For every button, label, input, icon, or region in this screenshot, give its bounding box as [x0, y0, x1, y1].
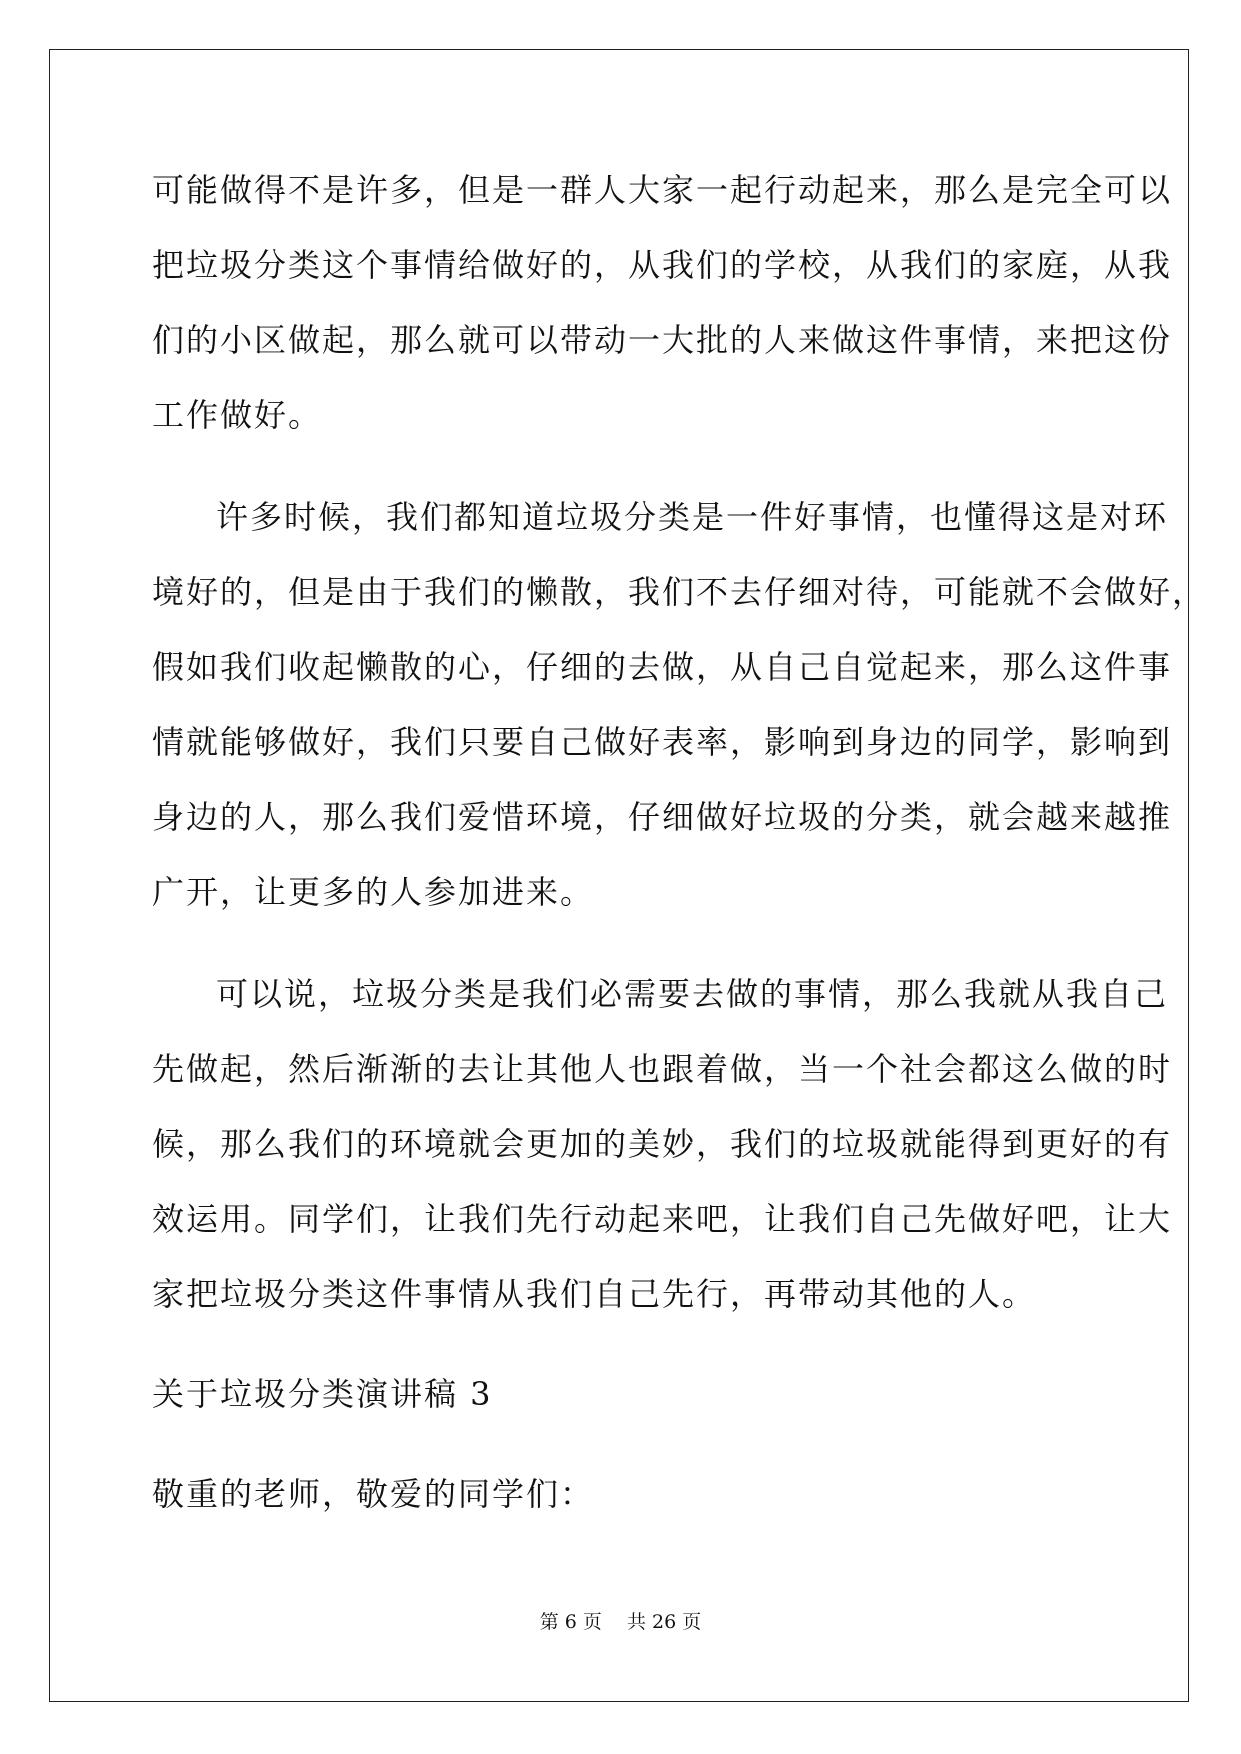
- text-line: 假如我们收起懒散的心，仔细的去做，从自己自觉起来，那么这件事: [152, 648, 1173, 686]
- text-line: 把垃圾分类这个事情给做好的，从我们的学校，从我们的家庭，从我: [152, 246, 1173, 284]
- paragraph-start-line: 可以说，垃圾分类是我们必需要去做的事情，那么我就从我自己: [216, 975, 1169, 1013]
- paragraph-start-line: 许多时候，我们都知道垃圾分类是一件好事情，也懂得这是对环: [216, 498, 1169, 536]
- text-line: 们的小区做起，那么就可以带动一大批的人来做这件事情，来把这份: [152, 321, 1173, 359]
- text-line: 广开，让更多的人参加进来。: [152, 873, 595, 911]
- text-line: 可能做得不是许多，但是一群人大家一起行动起来，那么是完全可以: [152, 171, 1173, 209]
- text-line: 工作做好。: [152, 396, 323, 434]
- salutation: 敬重的老师，敬爱的同学们：: [152, 1475, 595, 1513]
- text-line: 先做起，然后渐渐的去让其他人也跟着做，当一个社会都这么做的时: [152, 1050, 1173, 1088]
- text-line: 情就能够做好，我们只要自己做好表率，影响到身边的同学，影响到: [152, 723, 1173, 761]
- text-line: 家把垃圾分类这件事情从我们自己先行，再带动其他的人。: [152, 1275, 1037, 1313]
- text-line: 境好的，但是由于我们的懒散，我们不去仔细对待，可能就不会做好，: [152, 573, 1207, 611]
- text-line: 身边的人，那么我们爱惜环境，仔细做好垃圾的分类，就会越来越推: [152, 798, 1173, 836]
- section-heading: 关于垃圾分类演讲稿 3: [152, 1375, 493, 1413]
- text-line: 候，那么我们的环境就会更加的美妙，我们的垃圾就能得到更好的有: [152, 1125, 1173, 1163]
- text-line: 效运用。同学们，让我们先行动起来吧，让我们自己先做好吧，让大: [152, 1200, 1173, 1238]
- page-number-footer: 第 6 页 共 26 页: [539, 1611, 702, 1633]
